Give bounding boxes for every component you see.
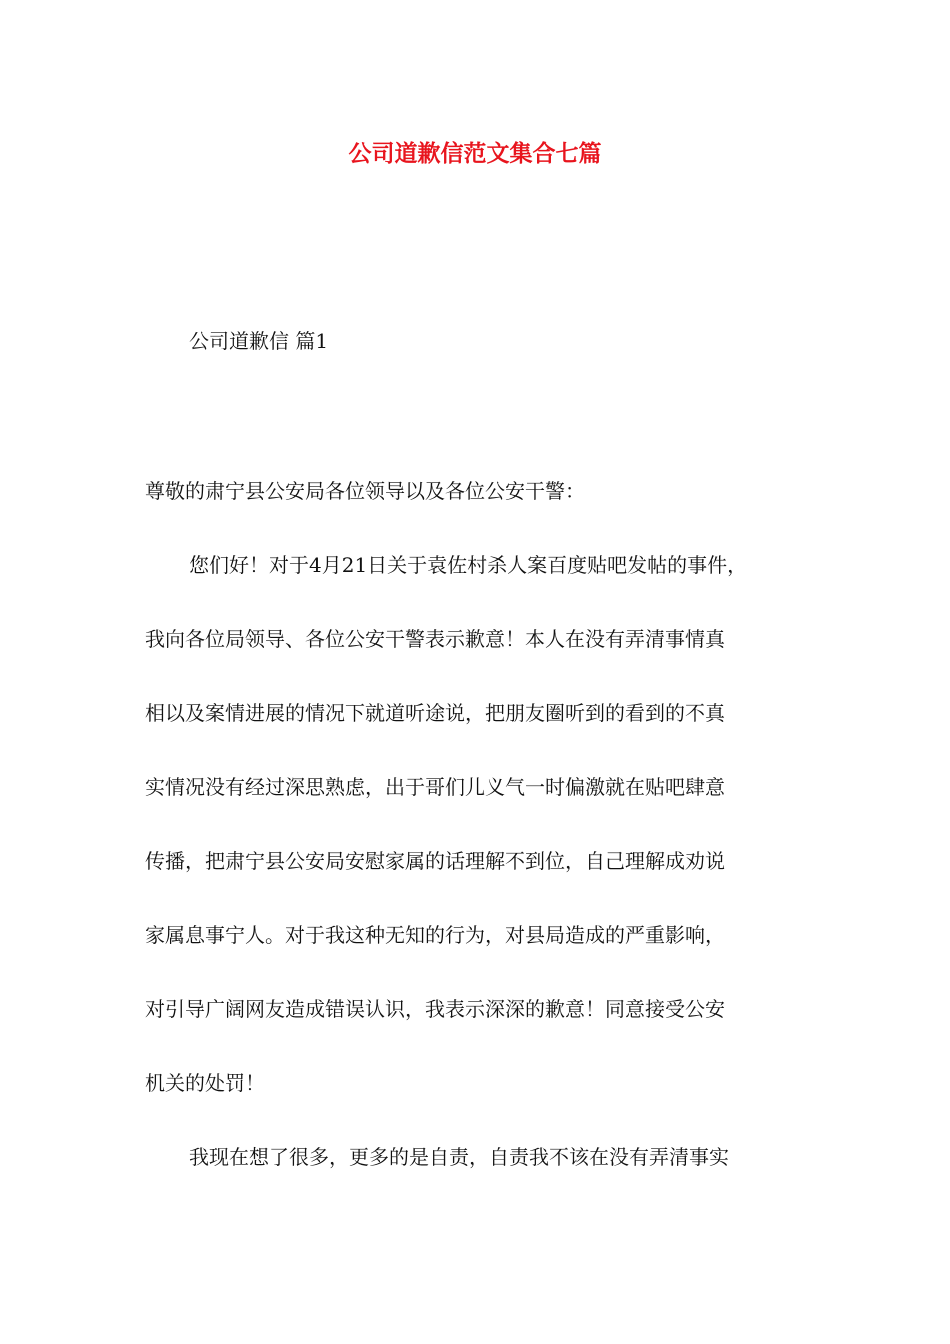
paragraph-line: 实情况没有经过深思熟虑，出于哥们儿义气一时偏激就在贴吧肆意 [145, 775, 725, 799]
paragraph-2 [145, 1139, 835, 1213]
paragraph-line: 我向各位局领导、各位公安干警表示歉意！本人在没有弄清事情真 [145, 627, 725, 651]
paragraph-line: 我现在想了很多，更多的是自责，自责我不该在没有弄清事实 [189, 1145, 729, 1169]
section-heading: 公司道歉信 篇1 [189, 329, 329, 353]
document-title: 公司道歉信范文集合七篇 [348, 140, 602, 167]
paragraph-line: 机关的处罚！ [145, 1071, 265, 1095]
paragraph-line: 相以及案情进展的情况下就道听途说，把朋友圈听到的看到的不真 [145, 701, 725, 725]
paragraph-1 [145, 547, 835, 1139]
paragraph-line: 传播，把肃宁县公安局安慰家属的话理解不到位，自己理解成劝说 [145, 849, 725, 873]
salutation: 尊敬的肃宁县公安局各位领导以及各位公安干警： [145, 479, 585, 503]
paragraph-line: 家属息事宁人。对于我这种无知的行为，对县局造成的严重影响， [145, 923, 725, 947]
paragraph-line: 您们好！对于4月21日关于袁佐村杀人案百度贴吧发帖的事件， [189, 553, 748, 577]
paragraph-line: 对引导广阔网友造成错误认识，我表示深深的歉意！同意接受公安 [145, 997, 725, 1021]
